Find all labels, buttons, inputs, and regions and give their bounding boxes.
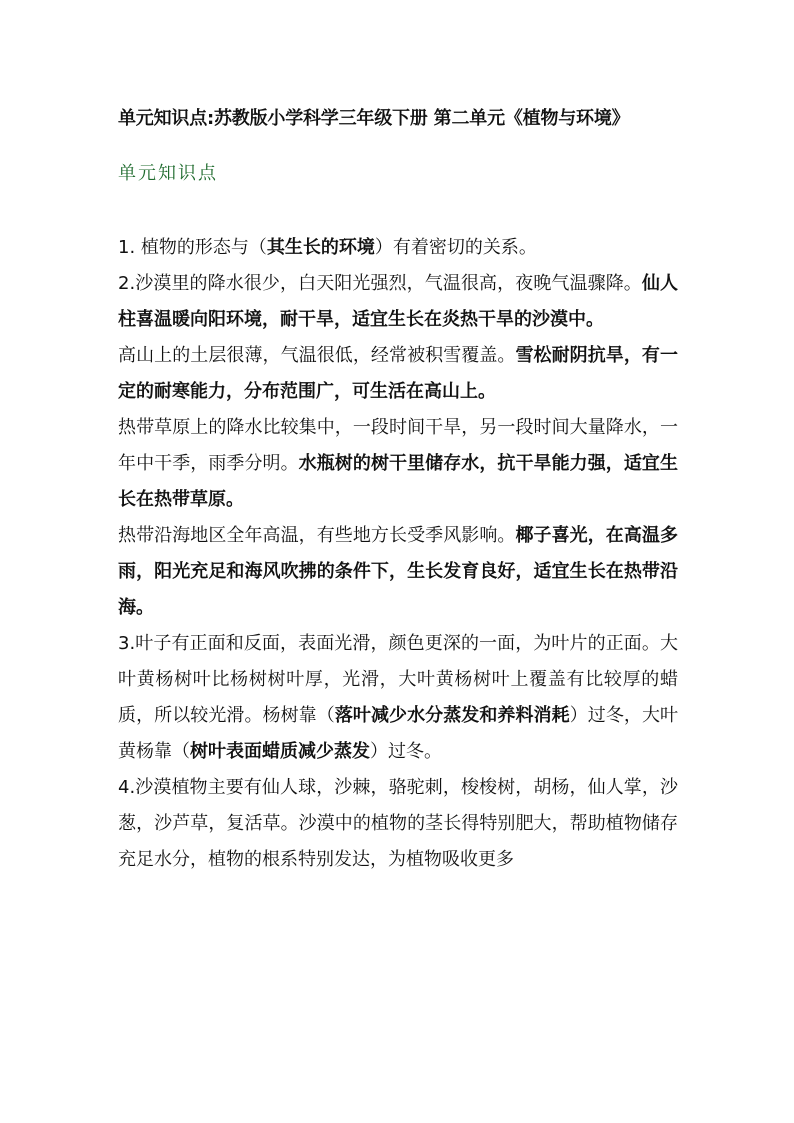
bold-text: 仙人柱喜温暖向阳环境，耐干旱，适宜生长在炎热干旱的沙漠中。	[118, 273, 679, 330]
text: 热带草原上的降水比较集中，一段时间干旱，另一段时间大量降水，一年中干季，雨季分明。	[118, 417, 678, 474]
text: 2.沙漠里的降水很少，白天阳光强烈，气温很高，夜晚气温骤降。	[118, 273, 642, 294]
document-body	[118, 230, 678, 878]
paragraph-3	[118, 338, 678, 410]
text: 4.沙漠植物主要有仙人球，沙棘，骆驼刺，梭梭树，胡杨，仙人掌，沙葱，沙芦草，复活草。沙漠中的植物的茎长得特别肥大，帮助植物储存充足水分，植物的根系特别发达，为植物吸收更多	[118, 777, 678, 870]
paragraph-1	[118, 230, 678, 266]
paragraph-5	[118, 518, 678, 626]
text: 1. 植物的形态与（	[118, 237, 267, 258]
paragraph-4	[118, 410, 678, 518]
paragraph-7	[118, 770, 678, 878]
text: 热带沿海地区全年高温，有些地方长受季风影响。	[118, 525, 516, 546]
text: 3.叶子有正面和反面，表面光滑，颜色更深的一面，为叶片的正面。大叶黄杨树叶比杨树树叶厚，光滑，大叶黄杨树叶上覆盖有比较厚的蜡质，所以较光滑。杨树靠（	[118, 633, 678, 726]
text: ）过冬。	[370, 741, 442, 762]
section-heading: 单元知识点	[118, 163, 218, 184]
bold-text: 树叶表面蜡质减少蒸发	[190, 741, 370, 762]
text: ）有着密切的关系。	[374, 237, 537, 258]
text: ）过冬，大叶黄杨靠（	[118, 705, 679, 762]
text: 高山上的土层很薄，气温很低，经常被积雪覆盖。	[118, 345, 516, 366]
bold-text: 水瓶树的树干里储存水，抗干旱能力强，适宜生长在热带草原。	[118, 453, 679, 510]
document-title: 单元知识点:苏教版小学科学三年级下册 第二单元《植物与环境》	[118, 108, 630, 129]
bold-text: 椰子喜光，在高温多雨，阳光充足和海风吹拂的条件下，生长发育良好，适宜生长在热带沿海。	[118, 525, 679, 618]
paragraph-2	[118, 266, 678, 338]
bold-text: 雪松耐阴抗旱，有一定的耐寒能力，分布范围广，可生活在高山上。	[118, 345, 679, 402]
bold-text: 落叶减少水分蒸发和养料消耗	[334, 705, 570, 726]
bold-text: 其生长的环境	[266, 237, 375, 258]
paragraph-6	[118, 626, 678, 770]
